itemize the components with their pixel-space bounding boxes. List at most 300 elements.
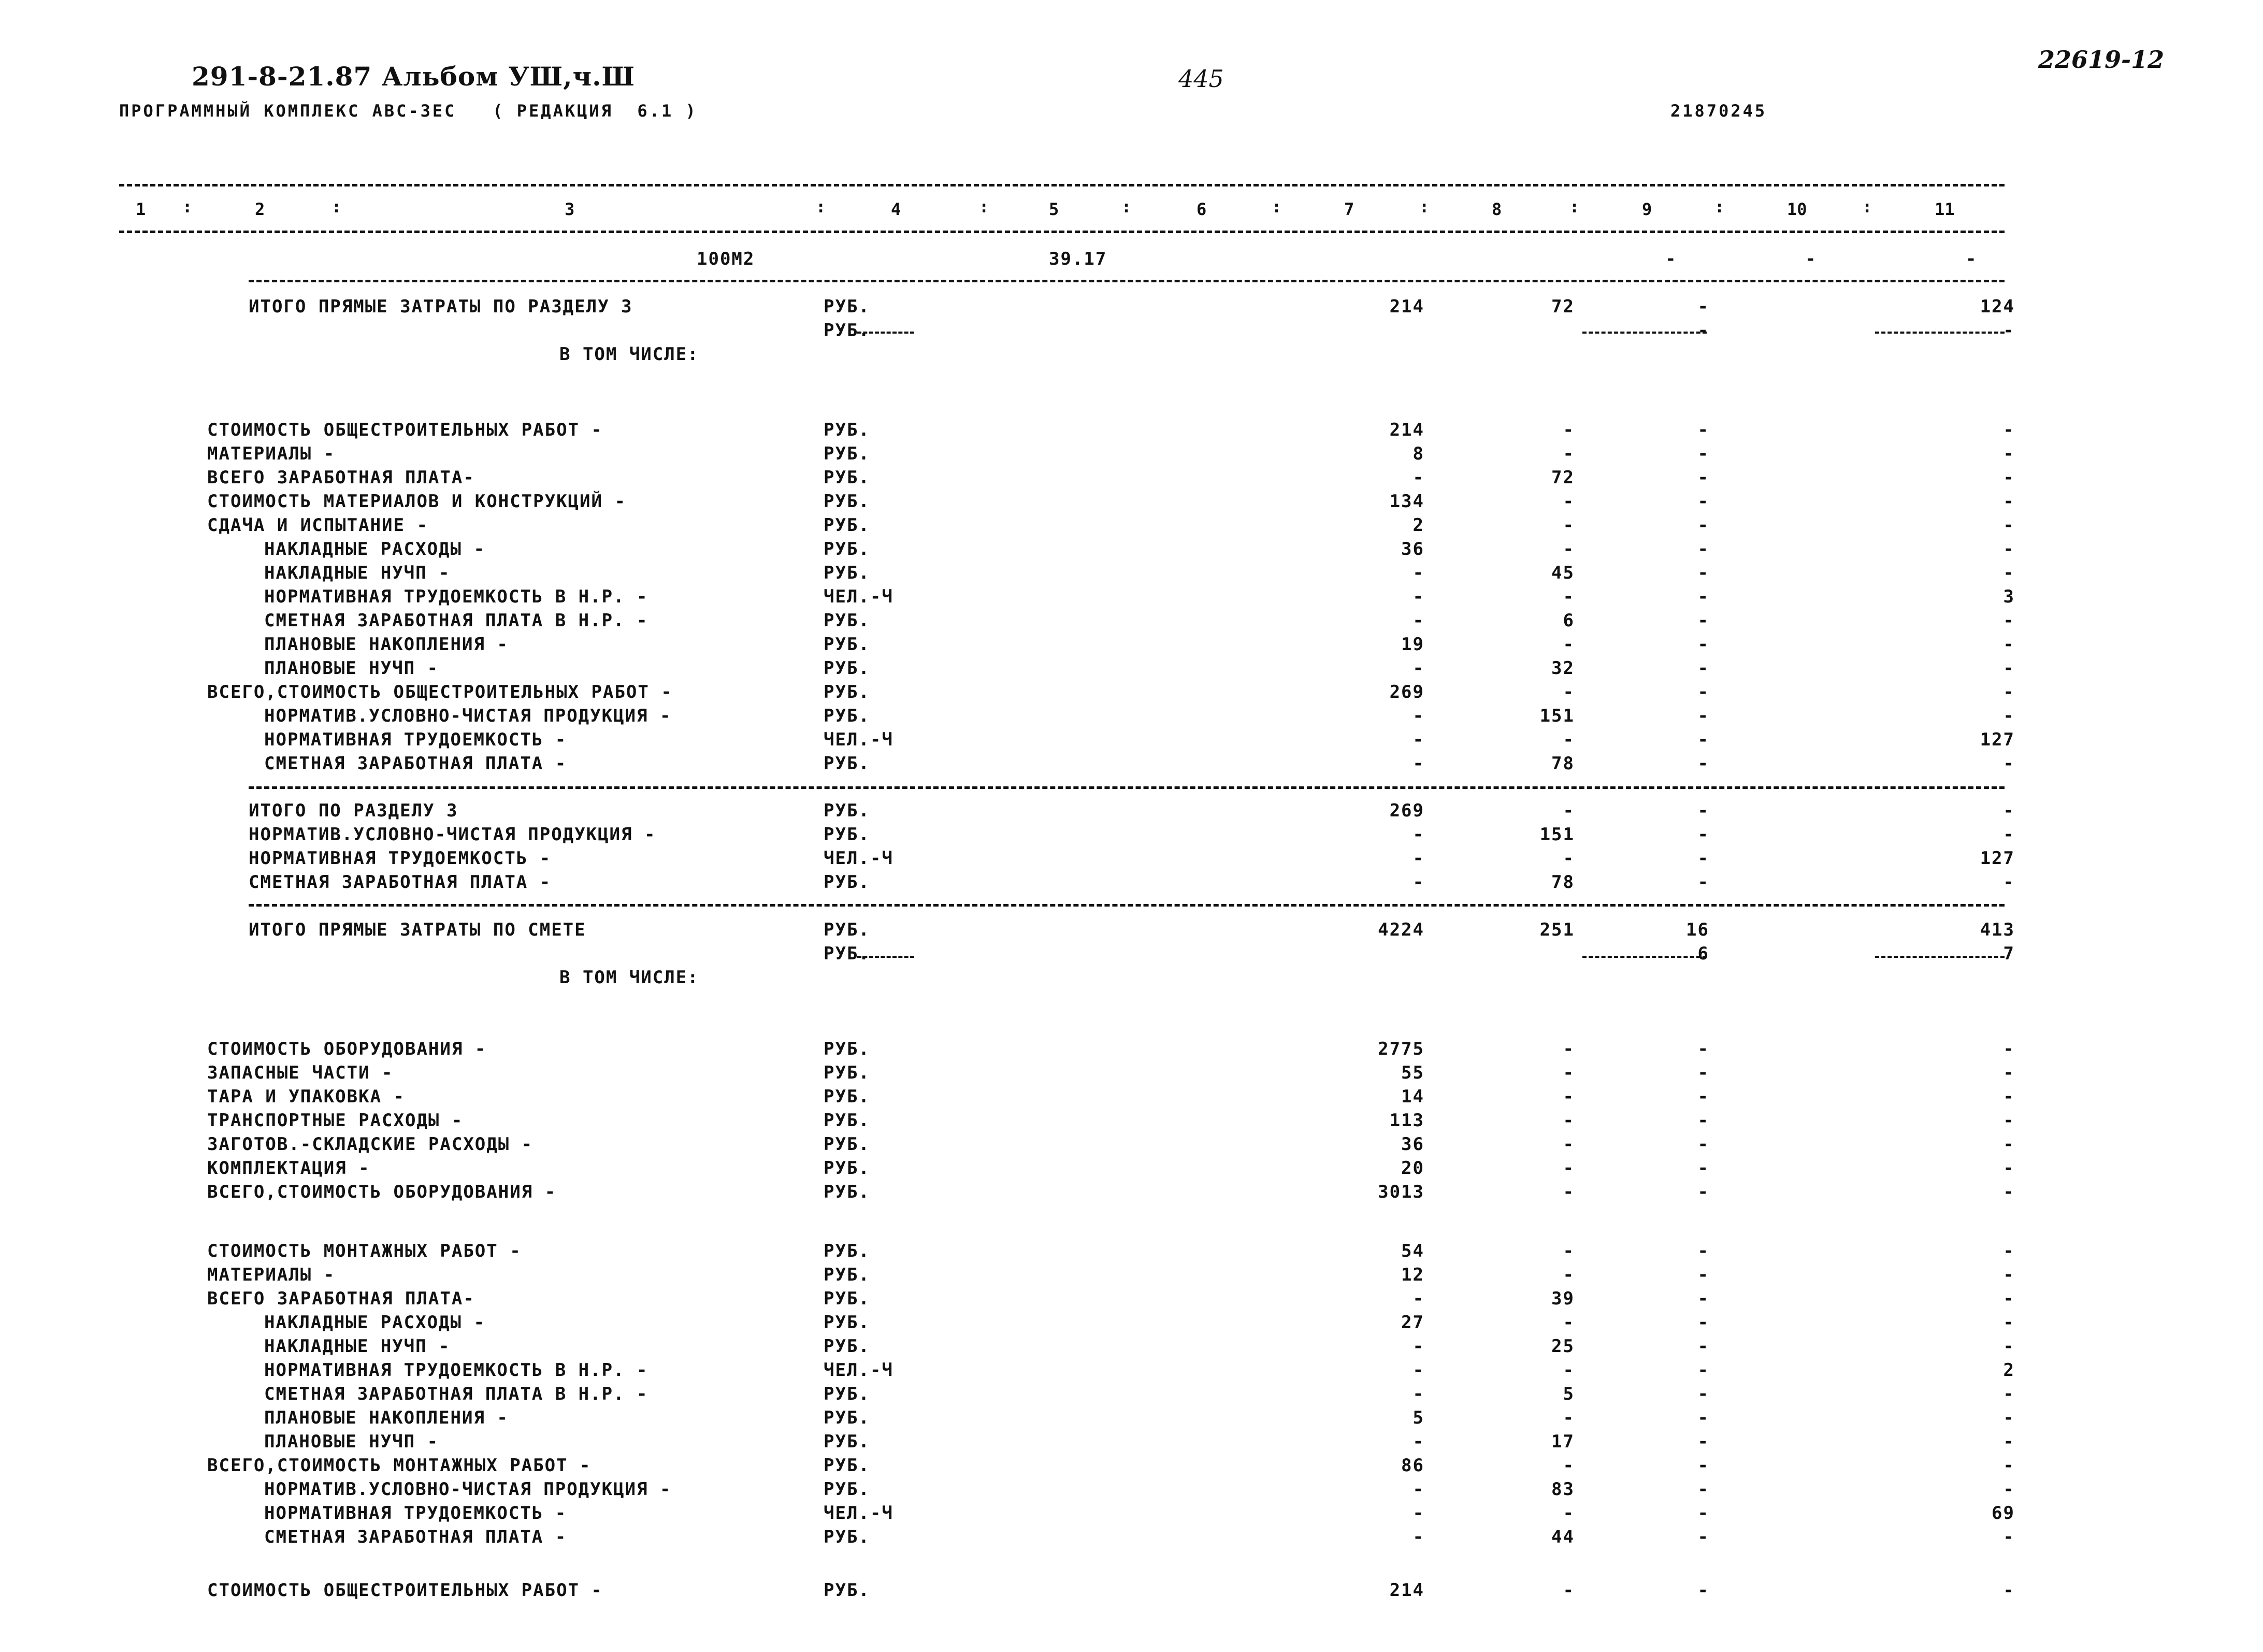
row-unit: ЧЕЛ.-Ч — [824, 586, 893, 607]
cell-col9: - — [1697, 729, 1709, 750]
row-label: СМЕТНАЯ ЗАРАБОТНАЯ ПЛАТА В Н.Р. - — [264, 1384, 648, 1404]
cell-col9: - — [1697, 1527, 1709, 1547]
table-row — [0, 1431, 2263, 1455]
row-label: ИТОГО ПО РАЗДЕЛУ 3 — [249, 800, 458, 821]
cell-col7: 2 — [1412, 515, 1424, 536]
row-label: ВСЕГО,СТОИМОСТЬ ОБОРУДОВАНИЯ - — [207, 1182, 557, 1202]
cell-col7: - — [1412, 467, 1424, 488]
cell-col11: 127 — [1980, 729, 2015, 750]
cell-col11: - — [2003, 1039, 2015, 1059]
cell-col11: - — [2003, 467, 2015, 488]
row-unit: РУБ. — [824, 1479, 870, 1500]
cell-col8: 151 — [1539, 824, 1575, 845]
cell-col9: - — [1697, 848, 1709, 869]
handwritten-page-number: 445 — [1178, 65, 1224, 93]
cell-col9: - — [1697, 1580, 1709, 1601]
cell-col11: - — [2003, 1110, 2015, 1131]
table-row — [0, 967, 2263, 991]
row-unit: РУБ. — [824, 800, 870, 821]
cell-col9: - — [1697, 800, 1709, 821]
table-row — [0, 1455, 2263, 1479]
cell-col11: - — [2003, 563, 2015, 583]
col-separator: : — [331, 197, 342, 217]
row-unit: РУБ. — [824, 658, 870, 679]
table-row — [0, 1062, 2263, 1086]
table-row — [0, 1158, 2263, 1182]
cell-col7: - — [1412, 1384, 1424, 1404]
row-label: ЗАПАСНЫЕ ЧАСТИ - — [207, 1062, 394, 1083]
cell-col9: - — [1697, 1360, 1709, 1381]
cell-col5: 39.17 — [1049, 249, 1107, 269]
subtotal-rule — [1875, 956, 2005, 958]
cell-col8: 45 — [1551, 563, 1575, 583]
table-row — [0, 943, 2263, 967]
cell-col7: 14 — [1401, 1086, 1424, 1107]
cell-col11: - — [2003, 539, 2015, 559]
row-label: В ТОМ ЧИСЛЕ: — [559, 967, 699, 988]
table-row — [0, 1288, 2263, 1312]
cell-col7: 8 — [1412, 443, 1424, 464]
cell-col7: 269 — [1389, 800, 1424, 821]
row-label: ВСЕГО,СТОИМОСТЬ МОНТАЖНЫХ РАБОТ - — [207, 1455, 592, 1476]
cell-col7: - — [1412, 1336, 1424, 1357]
row-unit: РУБ. — [824, 1241, 870, 1261]
table-row — [0, 515, 2263, 539]
cell-col11: - — [2003, 1312, 2015, 1333]
cell-col11: - — [2003, 1086, 2015, 1107]
cell-col9: - — [1697, 1407, 1709, 1428]
row-unit: РУБ. — [824, 1336, 870, 1357]
cell-col7: 5 — [1412, 1407, 1424, 1428]
cell-col8: - — [1563, 1503, 1575, 1524]
cell-col11: - — [2003, 1158, 2015, 1179]
row-unit: РУБ. — [824, 1288, 870, 1309]
table-row — [0, 1134, 2263, 1158]
cell-col7: - — [1412, 1288, 1424, 1309]
cell-col9: - — [1697, 658, 1709, 679]
cell-col9: - — [1697, 682, 1709, 702]
row-unit: РУБ. — [824, 443, 870, 464]
cell-col11: - — [2003, 1407, 2015, 1428]
table-row — [0, 1039, 2263, 1062]
cell-col3: 100М2 — [697, 249, 755, 269]
table-row — [0, 1265, 2263, 1288]
cell-col8: - — [1563, 1134, 1575, 1155]
table-row — [0, 920, 2263, 943]
cell-col8: 5 — [1563, 1384, 1575, 1404]
cell-col9: - — [1697, 443, 1709, 464]
cell-col9: - — [1697, 1086, 1709, 1107]
cell-col8: - — [1563, 1241, 1575, 1261]
row-unit: РУБ. — [824, 1455, 870, 1476]
cell-col7: 86 — [1401, 1455, 1424, 1476]
subtotal-rule — [857, 956, 914, 958]
row-unit: РУБ. — [824, 634, 870, 655]
row-unit: РУБ. — [824, 1039, 870, 1059]
cell-col9: - — [1697, 320, 1709, 341]
row-label: МАТЕРИАЛЫ - — [207, 1265, 336, 1285]
cell-col9: - — [1697, 467, 1709, 488]
cell-col7: - — [1412, 729, 1424, 750]
cell-col11: 69 — [1992, 1503, 2015, 1524]
row-label: СТОИМОСТЬ ОБЩЕСТРОИТЕЛЬНЫХ РАБОТ - — [207, 1580, 603, 1601]
cell-col11: 7 — [2003, 943, 2015, 964]
table-row — [0, 753, 2263, 777]
col-separator: : — [1569, 197, 1580, 217]
row-label: ИТОГО ПРЯМЫЕ ЗАТРАТЫ ПО СМЕТЕ — [249, 920, 586, 940]
cell-col7: - — [1412, 824, 1424, 845]
col-header-7: 7 — [1344, 199, 1354, 219]
col-header-8: 8 — [1492, 199, 1502, 219]
col-header-6: 6 — [1197, 199, 1207, 219]
cell-col11: - — [2003, 800, 2015, 821]
col-separator: : — [1862, 197, 1872, 217]
cell-col8: - — [1563, 515, 1575, 536]
row-unit: РУБ. — [824, 491, 870, 512]
cell-col7: 2775 — [1378, 1039, 1424, 1059]
cell-col7: 27 — [1401, 1312, 1424, 1333]
row-label: ВСЕГО ЗАРАБОТНАЯ ПЛАТА- — [207, 467, 475, 488]
cell-col9: - — [1697, 1158, 1709, 1179]
table-row — [0, 539, 2263, 563]
table-row — [0, 1360, 2263, 1384]
cell-col8: - — [1563, 1455, 1575, 1476]
cell-col8: 151 — [1539, 706, 1575, 726]
cell-col11: - — [2003, 1384, 2015, 1404]
row-label: ЗАГОТОВ.-СКЛАДСКИЕ РАСХОДЫ - — [207, 1134, 534, 1155]
table-row — [0, 586, 2263, 610]
row-label: СДАЧА И ИСПЫТАНИЕ - — [207, 515, 428, 536]
cell-col8: 44 — [1551, 1527, 1575, 1547]
cell-col9: - — [1697, 1384, 1709, 1404]
row-unit: РУБ. — [824, 706, 870, 726]
top-data-row — [0, 249, 2263, 272]
row-unit: РУБ. — [824, 920, 870, 940]
row-label: НОРМАТИВНАЯ ТРУДОЕМКОСТЬ В Н.Р. - — [264, 586, 648, 607]
table-row — [0, 800, 2263, 824]
cell-col9: - — [1697, 753, 1709, 774]
row-unit: РУБ. — [824, 467, 870, 488]
cell-col8: 72 — [1551, 296, 1575, 317]
cell-col8: - — [1563, 443, 1575, 464]
row-label: НАКЛАДНЫЕ НУЧП - — [264, 563, 451, 583]
cell-col8: - — [1563, 1062, 1575, 1083]
table-row — [0, 610, 2263, 634]
cell-col7: - — [1412, 753, 1424, 774]
cell-col8: 72 — [1551, 467, 1575, 488]
cell-col11: 127 — [1980, 848, 2015, 869]
row-label: НАКЛАДНЫЕ НУЧП - — [264, 1336, 451, 1357]
cell-col7: 3013 — [1378, 1182, 1424, 1202]
row-unit: ЧЕЛ.-Ч — [824, 1503, 893, 1524]
cell-col9: - — [1697, 296, 1709, 317]
table-row — [0, 1241, 2263, 1265]
row-unit: РУБ. — [824, 1384, 870, 1404]
cell-col7: 214 — [1389, 420, 1424, 440]
row-label: НАКЛАДНЫЕ РАСХОДЫ - — [264, 539, 485, 559]
row-unit: РУБ. — [824, 872, 870, 893]
table-row — [0, 1407, 2263, 1431]
row-unit: ЧЕЛ.-Ч — [824, 848, 893, 869]
cell-col7: - — [1412, 1527, 1424, 1547]
cell-col7: - — [1412, 848, 1424, 869]
subtotal-rule — [1875, 332, 2005, 334]
row-label: СМЕТНАЯ ЗАРАБОТНАЯ ПЛАТА - — [264, 753, 567, 774]
cell-col8: 78 — [1551, 753, 1575, 774]
cell-col8: - — [1563, 1039, 1575, 1059]
handwritten-title: 291-8-21.87 Альбом УШ,ч.Ш — [192, 61, 635, 92]
row-unit: РУБ. — [824, 1431, 870, 1452]
cell-col9: - — [1697, 515, 1709, 536]
header-bottom-rule — [119, 231, 2005, 233]
cell-col7: 54 — [1401, 1241, 1424, 1261]
row-unit: РУБ. — [824, 943, 870, 964]
cell-col9: - — [1697, 1039, 1709, 1059]
cell-col11: 2 — [2003, 1360, 2015, 1381]
row-unit: ЧЕЛ.-Ч — [824, 1360, 893, 1381]
cell-col7: 269 — [1389, 682, 1424, 702]
row-label: СМЕТНАЯ ЗАРАБОТНАЯ ПЛАТА В Н.Р. - — [264, 610, 648, 631]
row-unit: РУБ. — [824, 1158, 870, 1179]
row-unit: РУБ. — [824, 610, 870, 631]
cell-col9: - — [1697, 1503, 1709, 1524]
cell-col11: - — [2003, 443, 2015, 464]
cell-col7: - — [1412, 706, 1424, 726]
cell-col7: - — [1412, 610, 1424, 631]
cell-col9: - — [1697, 491, 1709, 512]
table-row — [0, 491, 2263, 515]
cell-col11: 3 — [2003, 586, 2015, 607]
cell-col8: - — [1563, 491, 1575, 512]
row-label: СТОИМОСТЬ ОБОРУДОВАНИЯ - — [207, 1039, 487, 1059]
row-label: НОРМАТИВ.УСЛОВНО-ЧИСТАЯ ПРОДУКЦИЯ - — [264, 706, 672, 726]
cell-col11: - — [2003, 706, 2015, 726]
cell-col9: - — [1697, 1479, 1709, 1500]
row-label: КОМПЛЕКТАЦИЯ - — [207, 1158, 370, 1179]
row-label: НОРМАТИВНАЯ ТРУДОЕМКОСТЬ - — [249, 848, 552, 869]
cell-col7: 4224 — [1378, 920, 1424, 940]
col-separator: : — [182, 197, 193, 217]
handwritten-code: 22619-12 — [2038, 46, 2165, 74]
col-separator: : — [1121, 197, 1132, 217]
cell-col9: - — [1697, 1265, 1709, 1285]
program-line: ПРОГРАММНЫЙ КОМПЛЕКС АВС-3ЕС ( РЕДАКЦИЯ 6.1 ) — [119, 101, 698, 121]
cell-col9: - — [1697, 634, 1709, 655]
cell-col8: - — [1563, 420, 1575, 440]
cell-col11: - — [2003, 658, 2015, 679]
col-header-3: 3 — [565, 199, 575, 219]
cell-col7: 19 — [1401, 634, 1424, 655]
cell-col11: - — [2003, 610, 2015, 631]
row-unit: РУБ. — [824, 1134, 870, 1155]
table-row — [0, 1312, 2263, 1336]
cell-col9: - — [1697, 1288, 1709, 1309]
table-top-rule — [119, 184, 2005, 186]
table-row — [0, 296, 2263, 320]
row-label: СТОИМОСТЬ МАТЕРИАЛОВ И КОНСТРУКЦИЙ - — [207, 491, 626, 512]
cell-col11: - — [2003, 420, 2015, 440]
table-row — [0, 1336, 2263, 1360]
cell-col7: - — [1412, 563, 1424, 583]
subtotal-rule — [1582, 332, 1707, 334]
cell-col8: - — [1563, 1086, 1575, 1107]
cell-col8: - — [1563, 634, 1575, 655]
cell-col9: - — [1697, 706, 1709, 726]
col-header-5: 5 — [1049, 199, 1059, 219]
row-label: ИТОГО ПРЯМЫЕ ЗАТРАТЫ ПО РАЗДЕЛУ 3 — [249, 296, 633, 317]
table-row — [0, 682, 2263, 706]
table-row — [0, 1086, 2263, 1110]
cell-col9: - — [1697, 586, 1709, 607]
table-row — [0, 824, 2263, 848]
document-id: 21870245 — [1670, 101, 1767, 121]
cell-col7: 113 — [1389, 1110, 1424, 1131]
table-row — [0, 420, 2263, 443]
cell-col11: - — [2003, 491, 2015, 512]
row-label: СТОИМОСТЬ ОБЩЕСТРОИТЕЛЬНЫХ РАБОТ - — [207, 420, 603, 440]
row-label: ВСЕГО ЗАРАБОТНАЯ ПЛАТА- — [207, 1288, 475, 1309]
table-row — [0, 1580, 2263, 1604]
cell-col8: - — [1563, 729, 1575, 750]
cell-col8: - — [1563, 848, 1575, 869]
row-unit: ЧЕЛ.-Ч — [824, 729, 893, 750]
cell-col9: - — [1697, 1110, 1709, 1131]
table-row — [0, 1182, 2263, 1205]
cell-col9: - — [1697, 420, 1709, 440]
cell-col7: - — [1412, 1503, 1424, 1524]
table-row — [0, 706, 2263, 729]
row-unit: РУБ. — [824, 1182, 870, 1202]
row-unit: РУБ. — [824, 420, 870, 440]
cell-col8: 17 — [1551, 1431, 1575, 1452]
row-label: ПЛАНОВЫЕ НАКОПЛЕНИЯ - — [264, 1407, 509, 1428]
cell-col7: - — [1412, 658, 1424, 679]
cell-col7: 214 — [1389, 1580, 1424, 1601]
table-row — [0, 634, 2263, 658]
row-unit: РУБ. — [824, 1086, 870, 1107]
row-unit: РУБ. — [824, 515, 870, 536]
cell-col9: - — [1697, 824, 1709, 845]
table-row — [0, 467, 2263, 491]
table-row — [0, 1503, 2263, 1527]
cell-col7: 134 — [1389, 491, 1424, 512]
row-unit: РУБ. — [824, 753, 870, 774]
cell-col8: 6 — [1563, 610, 1575, 631]
cell-col7: 55 — [1401, 1062, 1424, 1083]
row-label: НОРМАТИВНАЯ ТРУДОЕМКОСТЬ - — [264, 1503, 567, 1524]
row-unit: РУБ. — [824, 682, 870, 702]
cell-col8: - — [1563, 1158, 1575, 1179]
row-unit: РУБ. — [824, 320, 870, 341]
section-rule — [249, 786, 2005, 789]
cell-col11: - — [2003, 1479, 2015, 1500]
row-label: ТРАНСПОРТНЫЕ РАСХОДЫ - — [207, 1110, 464, 1131]
cell-col8: - — [1563, 1110, 1575, 1131]
row-unit: РУБ. — [824, 1312, 870, 1333]
cell-col7: 36 — [1401, 1134, 1424, 1155]
col-header-11: 11 — [1935, 199, 1955, 219]
row-unit: РУБ. — [824, 539, 870, 559]
col-header-10: 10 — [1787, 199, 1807, 219]
row-label: ПЛАНОВЫЕ НАКОПЛЕНИЯ - — [264, 634, 509, 655]
row-unit: РУБ. — [824, 1110, 870, 1131]
table-row — [0, 872, 2263, 896]
cell-col8: - — [1563, 539, 1575, 559]
row-unit: РУБ. — [824, 1580, 870, 1601]
cell-col9: - — [1697, 1431, 1709, 1452]
row-label: СМЕТНАЯ ЗАРАБОТНАЯ ПЛАТА - — [264, 1527, 567, 1547]
table-row — [0, 1479, 2263, 1503]
cell-col8: 78 — [1551, 872, 1575, 893]
cell-col11: - — [2003, 1241, 2015, 1261]
table-row — [0, 344, 2263, 368]
col-separator: : — [1714, 197, 1725, 217]
cell-col9: - — [1697, 1241, 1709, 1261]
cell-col11: - — [2003, 682, 2015, 702]
subtotal-rule — [1582, 956, 1707, 958]
row-label: НАКЛАДНЫЕ РАСХОДЫ - — [264, 1312, 485, 1333]
cell-col8: - — [1563, 800, 1575, 821]
cell-col9: - — [1697, 1134, 1709, 1155]
cell-col9: - — [1697, 1336, 1709, 1357]
cell-col8: - — [1563, 1360, 1575, 1381]
cell-col9: 16 — [1686, 920, 1709, 940]
cell-col8: - — [1563, 1182, 1575, 1202]
cell-col8: - — [1563, 1312, 1575, 1333]
col-header-4: 4 — [891, 199, 901, 219]
subtotal-rule — [857, 332, 914, 334]
cell-col7: 36 — [1401, 539, 1424, 559]
cell-col11: - — [2003, 824, 2015, 845]
row-label: ПЛАНОВЫЕ НУЧП - — [264, 1431, 439, 1452]
cell-col8: - — [1563, 682, 1575, 702]
cell-col7: 20 — [1401, 1158, 1424, 1179]
row-label: ПЛАНОВЫЕ НУЧП - — [264, 658, 439, 679]
row-label: В ТОМ ЧИСЛЕ: — [559, 344, 699, 365]
cell-col11: - — [2003, 515, 2015, 536]
row-label: СМЕТНАЯ ЗАРАБОТНАЯ ПЛАТА - — [249, 872, 552, 893]
cell-col8: 251 — [1539, 920, 1575, 940]
cell-col11: - — [2003, 320, 2015, 341]
row-label: НОРМАТИВ.УСЛОВНО-ЧИСТАЯ ПРОДУКЦИЯ - — [264, 1479, 672, 1500]
row-unit: РУБ. — [824, 1062, 870, 1083]
cell-col9: - — [1697, 1062, 1709, 1083]
cell-col8: 83 — [1551, 1479, 1575, 1500]
cell-col9: - — [1697, 610, 1709, 631]
cell-col8: - — [1563, 1407, 1575, 1428]
row-label: ВСЕГО,СТОИМОСТЬ ОБЩЕСТРОИТЕЛЬНЫХ РАБОТ - — [207, 682, 673, 702]
table-row — [0, 443, 2263, 467]
row-unit: РУБ. — [824, 1265, 870, 1285]
cell-col9: - — [1697, 1455, 1709, 1476]
cell-col11: - — [2003, 1580, 2015, 1601]
cell-col9: - — [1697, 539, 1709, 559]
section-rule — [249, 904, 2005, 907]
cell-col11: 413 — [1980, 920, 2015, 940]
row-unit: РУБ. — [824, 1407, 870, 1428]
table-row — [0, 1527, 2263, 1550]
cell-col9: - — [1665, 249, 1677, 269]
row-label: МАТЕРИАЛЫ - — [207, 443, 336, 464]
cell-col11: - — [2003, 1062, 2015, 1083]
cell-col11: - — [2003, 1431, 2015, 1452]
cell-col8: 32 — [1551, 658, 1575, 679]
cell-col7: - — [1412, 1479, 1424, 1500]
section-rule — [249, 280, 2005, 282]
row-label: НОРМАТИВ.УСЛОВНО-ЧИСТАЯ ПРОДУКЦИЯ - — [249, 824, 656, 845]
cell-col11: - — [2003, 753, 2015, 774]
cell-col11: - — [2003, 1455, 2015, 1476]
